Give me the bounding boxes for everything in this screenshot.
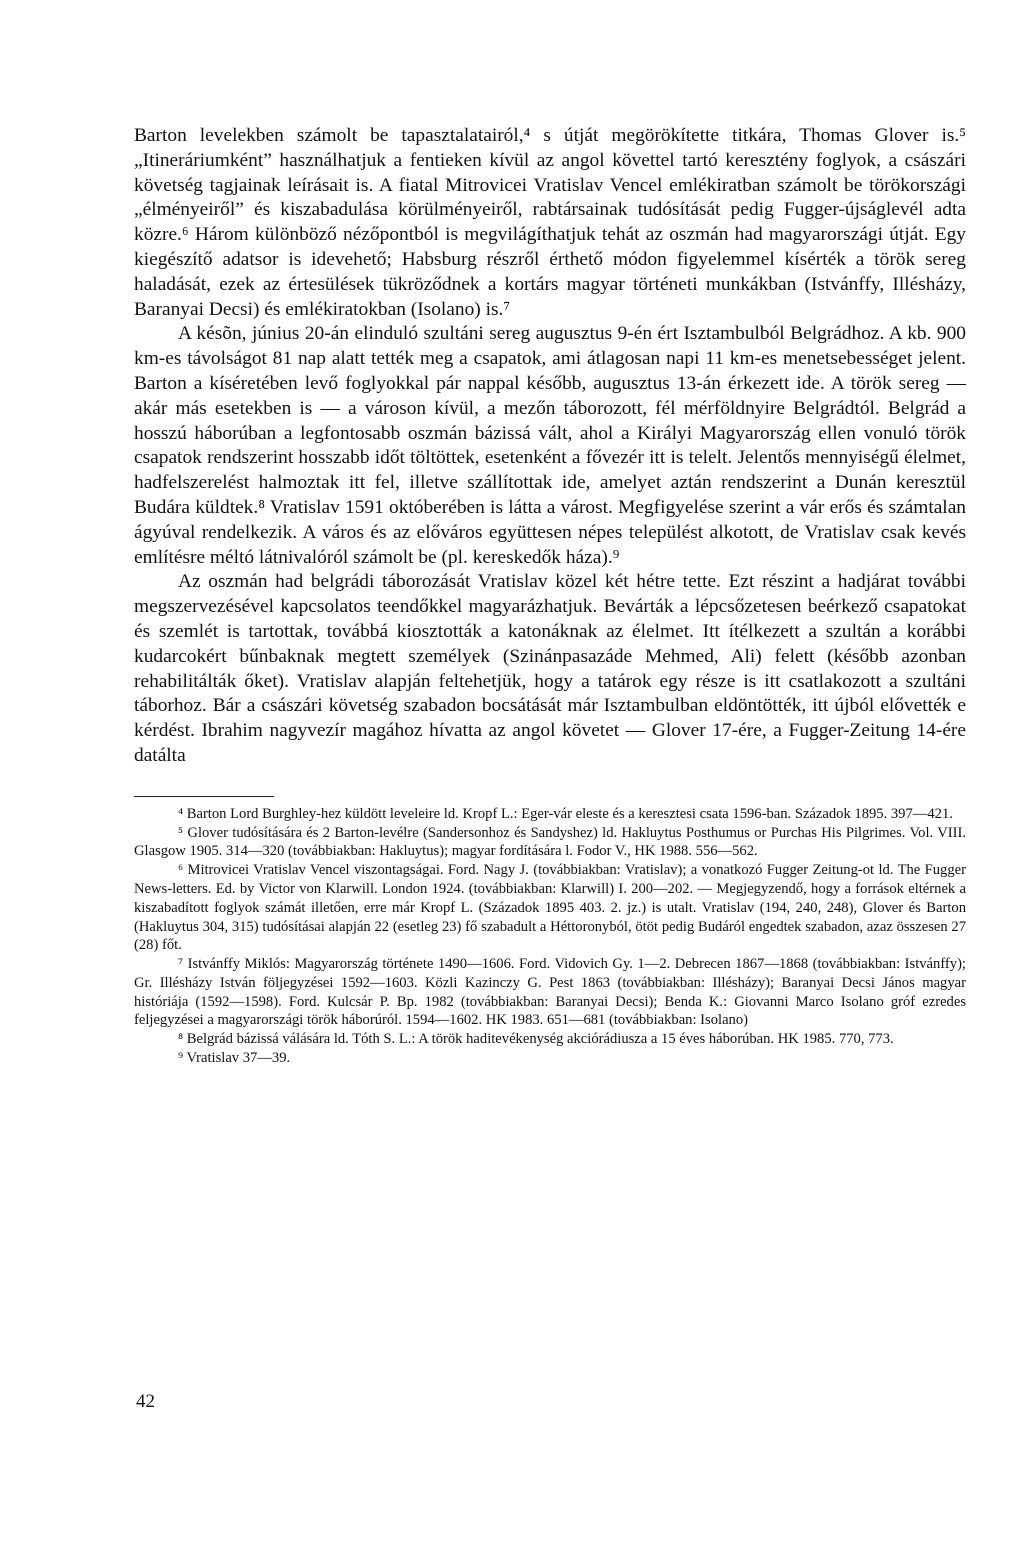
footnote-4: ⁴ Barton Lord Burghley-hez küldött leveleire ld. Kropf L.: Eger-vár eleste és a keresztesi csata 1596-ban. Századok 1895. 397—421. [178,805,953,822]
page-number: 42 [136,1391,155,1412]
footnote-separator [134,796,274,797]
footnote-9: ⁹ Vratislav 37—39. [178,1050,291,1067]
footnote-5: ⁵ Glover tudósítására és 2 Barton-levélre (Sandersonhoz és Sandyshez) ld. Hakluytus Posthumus or Purchas His Pilgrimes. Vol. VIII. Glasgow 1905. 314—320 (továbbiakban: Hakluytus); magyar fordítására l. Fodor V., HK 1988. 556—562. [134,824,966,860]
footnotes [134,805,966,1068]
paragraph-3: Az oszmán had belgrádi táborozását Vratislav közel két hétre tette. Ezt részint a hadjárat további megszervezésével kapcsolatos teendőkkel magyarázhatjuk. Bevárták a lépcsőzetesen beérkező csapatokat és szemlét is tartottak, továbbá kiosztották a katonáknak az élelmet. Itt ítélkezett a szultán a korábbi kudarcokért bűnbaknak megtett személyek (Szinánpasazáde Mehmed, Ali) felett (később azonban rehabilitálták őket). Vratislav alapján feltehetjük, hogy a tatárok egy része is itt csatlakozott a szultáni táborhoz. Bár a császári követség szabadon bocsátását már Isztambulban eldöntötték, itt újból elővették e kérdést. Ibrahim nagyvezír magához hívatta az angol követet — Glover 17-ére, a Fugger-Zeitung 14-ére datálta [134,571,966,766]
paragraph-1: Barton levelekben számolt be tapasztalatairól,⁴ s útját megörökítette titkára, Thomas Glover is.⁵ „Itineráriumként” használhatjuk a fentieken kívül az angol követtel tartó keresztény foglyok, a császári követség tagjainak leírásait is. A fiatal Mitrovicei Vratislav Vencel emlékiratban számolt be törökországi „élményeiről” és kiszabadulása körülményeiről, rabtársainak tudósítását pedig Fugger-újságlevél adta közre.⁶ Három különböző nézőpontból is megvilágíthatjuk tehát az oszmán had magyarországi útját. Egy kiegészítő adatsor is idevehető; Habsburg részről érthető módon figyelemmel kísérték a török sereg haladását, ezek az értesülések tükröződnek a kortárs magyar történeti munkákban (Istvánffy, Illésházy, Baranyai Decsi) és emlékiratokban (Isolano) is.⁷ [134,125,966,320]
footnote-8: ⁸ Belgrád bázissá válására ld. Tóth S. L.: A török haditevékenység akciórádiusza a 15 éves háborúban. HK 1985. 770, 773. [178,1031,894,1048]
footnote-7: ⁷ Istvánffy Miklós: Magyarország története 1490—1606. Ford. Vidovich Gy. 1—2. Debrecen 1867—1868 (továbbiakban: Istvánffy); Gr. Illésházy István följegyzései 1592—1603. Közli Kazinczy G. Pest 1863 (továbbiakban: Illésházy); Baranyai Decsi János magyar históriája (1592—1598). Ford. Kulcsár P. Bp. 1982 (továbbiakban: Baranyai Decsi); Benda K.: Giovanni Marco Isolano gróf ezredes feljegyzései a magyarországi török háborúról. 1594—1602. HK 1983. 651—681 (továbbiakban: Isolano) [134,956,966,1029]
paragraph-2: A késõn, június 20-án elinduló szultáni sereg augusztus 9-én ért Isztambulból Belgrádhoz. A kb. 900 km-es távolságot 81 nap alatt tették meg a csapatok, ami átlagosan napi 11 km-es menetsebességet jelent. Barton a kíséretében levő foglyokkal pár nappal később, augusztus 13-án érkezett ide. A török sereg — akár más esetekben is — a városon kívül, a mezőn táborozott, fél mérföldnyire Belgrádtól. Belgrád a hosszú háborúban a legfontosabb oszmán bázissá vált, ahol a Királyi Magyarország ellen vonuló török csapatok rendszerint hosszabb időt töltöttek, esetenként a fővezér itt is telelt. Jelentős mennyiségű élelmet, hadfelszerelést halmoztak itt fel, illetve szállítottak ide, amelyet aztán rendszerint a Dunán keresztül Budára küldtek.⁸ Vratislav 1591 októberében is látta a várost. Megfigyelése szerint a vár erős és számtalan ágyúval rendelkezik. A város és az előváros együttesen népes települést alkotott, de Vratislav csak kevés említésre méltó látnivalóról számolt be (pl. kereskedők háza).⁹ [134,323,966,568]
footnote-6: ⁶ Mitrovicei Vratislav Vencel viszontagságai. Ford. Nagy J. (továbbiakban: Vratislav); a vonatkozó Fugger Zeitung-ot ld. The Fugger News-letters. Ed. by Victor von Klarwill. London 1924. (továbbiakban: Klarwill) I. 200—202. — Megjegyzendő, hogy a források eltérnek a kiszabadított foglyok számát illetően, erre már Kropf L. (Századok 1895 403. 2. jz.) is utalt. Vratislav (194, 240, 248), Glover és Barton (Hakluytus 304, 315) tudósításai alapján 22 (esetleg 23) fő szabadult a Héttoronyból, ötöt pedig Budáról engedtek szabadon, azaz összesen 27 (28) főt. [134,862,966,954]
page-body [134,124,966,1068]
